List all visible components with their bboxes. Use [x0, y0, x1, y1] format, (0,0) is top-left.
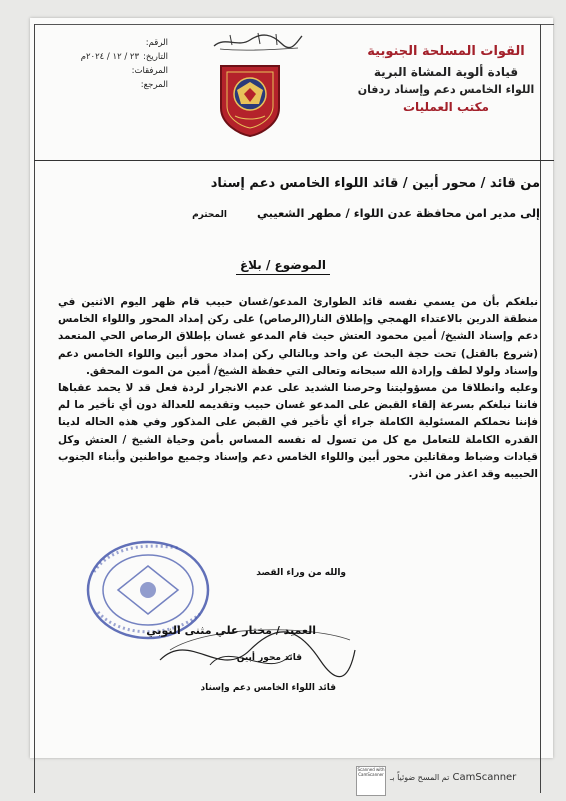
body-paragraph-1: نبلغكم بأن من يسمي نفسه قائد الطوارئ المدعو/غسان حبيب قام ظهر اليوم الاثنين في منطقة الدرين بالاعتداء الهمجي وإطلاق النار(الرصاص) على ركن إمداد المحور واللواء الخامس دعم وإسناد الشيخ/ أمين محمود العتش حيث قام المدعو غسان بإطلاق الرصاص الحي المتعمد (شروع بالقتل) تحت حجة البحث عن واحد وبالتالي ركن إمداد محور أبين واللواء الخامس دعم وإسناد ولولا لطف وإرادة الله سبحانه وتعالى التي حفظة الشيخ/ أمين من الموت المحقق. [58, 296, 538, 377]
letter-body [58, 294, 538, 483]
letter-from: من قائد / محور أبين / قائد اللواء الخامس دعم إسناد [210, 176, 540, 191]
signer-title-2: قائد اللواء الخامس دعم وإسناد [200, 683, 336, 693]
signer-title-1: قائد محور أبين [236, 653, 302, 663]
field-label: المرجع: [140, 80, 168, 90]
field-attachments [48, 64, 168, 78]
org-line-2: قيادة ألوية المشاة البرية [373, 65, 519, 79]
scanner-brand: CamScanner [452, 772, 517, 783]
subject-text: الموضوع / بلاغ [236, 258, 330, 275]
field-label: الرقم: [145, 38, 168, 48]
field-number [48, 36, 168, 50]
scanner-prefix: تم المسح ضوئياً بـ [390, 773, 450, 782]
body-paragraph-2: وعليه وانطلاقا من مسؤوليتنا وحرصنا الشديد على عدم الانجرار لردة فعل قد لا يحمد عقباها فاننا نبلغكم بسرعة إلقاء القبض على المدعو غسان حبيب وتقديمه للعدالة دون أي تأخير ما لم فإننا نحملكم المسئولية الكاملة جراء أي تأخير في القبض على المذكور وفي هذه الحاله لدينا القدره الكاملة للتعامل مع كل من تسول له نفسه المساس بأمن وحياة الشيخ / العتش وكل قيادات وضباط ومقاتلين محور أبين واللواء الخامس دعم وإسناد وجميع مواطنين وأبناء الجنوب الحبيبه وقد اعذر من انذر. [58, 382, 538, 481]
recipient-honorific: المحترم [192, 210, 227, 220]
scanner-footer [0, 760, 566, 801]
closing-phrase: والله من وراء القصد [256, 568, 346, 578]
field-label: المرفقات: [131, 66, 168, 76]
org-line-3: اللواء الخامس دعم وإسناد ردفان [357, 83, 535, 96]
org-line-4: مكتب العمليات [403, 100, 489, 114]
signer-name: العميد / مختار علي مثنى النوبي [146, 624, 316, 637]
organization-header [346, 44, 546, 114]
left-margin-line [34, 24, 35, 793]
org-line-1: القوات المسلحة الجنوبية [367, 44, 525, 59]
letter-subject [0, 258, 566, 272]
scanner-label [390, 772, 516, 783]
reference-fields [48, 36, 168, 92]
field-reference [48, 78, 168, 92]
signature-block [136, 624, 336, 693]
qr-code-icon: Scanned with CamScanner [356, 766, 386, 796]
military-emblem [215, 60, 285, 138]
basmala-calligraphy [210, 30, 305, 52]
letter-to [60, 206, 540, 220]
recipient: إلى مدير امن محافظة عدن اللواء / مطهر الشعيبي [256, 206, 540, 220]
field-value: ٢٣ / ١٢ / ٢٠٢٤م [80, 52, 140, 62]
field-label: التاريخ: [143, 52, 168, 62]
right-margin-line [540, 24, 541, 793]
field-date [48, 50, 168, 64]
header-divider [34, 160, 554, 161]
top-border-line [34, 24, 554, 25]
